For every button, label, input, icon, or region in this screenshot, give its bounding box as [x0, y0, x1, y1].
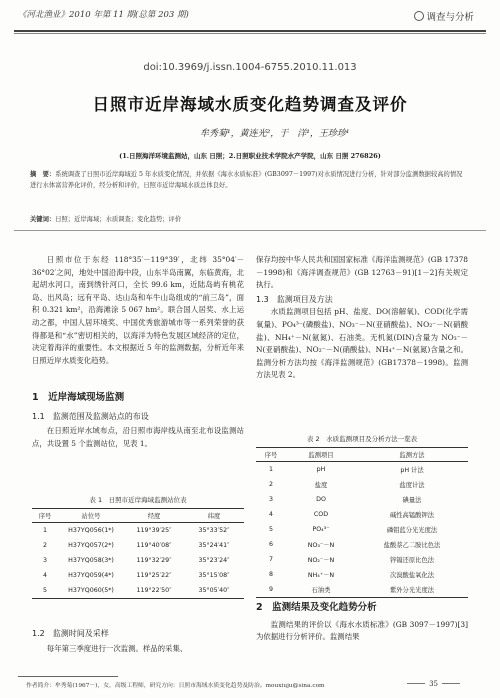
abstract-label: 摘 要：	[30, 171, 56, 178]
table-row	[256, 537, 468, 552]
keywords-label: 关键词：	[30, 216, 56, 223]
table-cell: 119°25′22″	[136, 572, 172, 579]
paper-title: 日照市近岸海域水质变化趋势调查及评价	[92, 95, 408, 114]
table-2-grid	[256, 447, 468, 598]
table-cell: NH₄⁺－N	[307, 572, 335, 579]
header-rule-thin	[14, 33, 486, 34]
table-cell: 碘量法	[402, 497, 422, 504]
table-cell: 盐酸萘乙二胺比色法	[383, 542, 441, 549]
table-cell: 5	[32, 583, 58, 599]
subsection-1-1-text: 在日照近岸水域布点，沿日照市海岸线从南至北布设监测站点，共设置 5 个监测站位，见表 1。	[32, 426, 244, 448]
subsection-1-3-text: 水质监测项目包括 pH、盐度、DO(溶解氧)、COD(化学需氧量)、PO₄³⁻(磷酸盐)、NO₃⁻－N(亚硝酸盐)、NO₂⁻－N(硝酸盐)、NH₄⁺－N(氨氮)、石油类。无机氮(DIN)含量为 NO₃⁻－N(亚硝酸盐)、NO₂⁻－N(硝酸盐)、NH₄⁺－N(氨氮)含量之和。监测分析方法均按《海洋监测规范》(GB17378－1998)。监测方法见表 2。	[256, 307, 468, 380]
table-1-header-row	[32, 509, 244, 523]
section-1-heading: 1 近岸海域现场监测	[32, 392, 125, 403]
author-footnote: 作者简介：牟秀菊(1967－)，女，高级工程师，研究方向：日照市海域水质变化趋势及防治。mouxiuju@sina.com	[26, 683, 325, 689]
table-cell: 3	[268, 496, 273, 503]
footnote-rule	[18, 676, 118, 677]
table-1-header: 纬度	[184, 509, 244, 523]
section-2-heading: 2 监测结果及变化趋势分析	[256, 602, 377, 613]
table-row	[256, 567, 468, 582]
table-cell: COD	[313, 511, 329, 518]
authors: 牟秀菊¹，黄连光²，于 洋¹，王珍珍¹	[200, 129, 350, 139]
affiliation: (1.日照海洋环境监测站，山东 日照；2.日照职业技术学院水产学院，山东 日照 276826)	[119, 152, 381, 160]
table-cell: PO₄³⁻	[312, 526, 330, 533]
table-2	[256, 434, 468, 598]
table-cell: 6	[268, 541, 273, 548]
table-cell: 35°15′08″	[198, 572, 230, 579]
circle-icon	[414, 11, 424, 21]
table-cell: H37YQ058(3*)	[68, 557, 114, 564]
table-row	[32, 568, 244, 583]
table-2-caption: 表 2 水质监测项目及分析方法一览表	[306, 435, 418, 443]
header-rule	[14, 30, 486, 32]
subsection-1-2	[32, 628, 244, 655]
table-row	[256, 477, 468, 492]
subsection-1-1-heading: 1.1 监测范围及监测站点的布设	[32, 411, 149, 421]
table-cell: 35°23′24″	[198, 557, 230, 564]
subsection-1-3-heading: 1.3 监测项目及方法	[256, 294, 333, 304]
column-label: 调查与分析	[426, 12, 474, 23]
table-cell: 磷钼蓝分光光度法	[386, 527, 438, 534]
table-row	[256, 582, 468, 598]
table-row	[256, 552, 468, 567]
section-2	[256, 602, 468, 644]
table-2-header: 监测方法	[356, 448, 468, 462]
table-cell: 35°24′41″	[198, 542, 230, 549]
page-number: 35	[403, 680, 464, 688]
keywords-text: 日照；近岸海域；水质调查；变化趋势；评价	[55, 216, 182, 223]
table-cell: pH 计法	[400, 467, 424, 474]
table-row	[32, 583, 244, 599]
table-1-caption: 表 1 日照市近岸海域监测站位表	[89, 496, 187, 504]
table-row	[32, 538, 244, 553]
table-row	[32, 523, 244, 539]
table-cell: 盐度计法	[399, 482, 425, 489]
table-cell: 紫外分光光度法	[356, 582, 468, 598]
table-cell: 1	[268, 466, 273, 473]
right-column-top	[256, 254, 468, 382]
intro-block	[32, 254, 244, 367]
table-2-header-row	[256, 448, 468, 462]
table-cell: 4	[268, 511, 273, 518]
table-cell: H37YQ060(5*)	[58, 583, 124, 599]
table-cell: 7	[268, 556, 273, 563]
doi: doi:10.3969/j.issn.1004-6755.2010.11.013	[143, 62, 357, 73]
table-cell: 2	[42, 542, 47, 549]
table-cell: NO₂⁻－N	[307, 557, 335, 564]
table-2-header: 序号	[256, 448, 286, 462]
table-cell: 3	[42, 557, 47, 564]
table-cell: H37YQ059(4*)	[68, 572, 114, 579]
table-row	[32, 553, 244, 568]
table-cell: 119°39′25″	[136, 527, 172, 534]
table-row	[256, 507, 468, 522]
table-row	[256, 522, 468, 537]
table-cell: DO	[316, 496, 326, 503]
table-1-header: 经度	[124, 509, 184, 523]
table-cell: H37YQ057(2*)	[68, 542, 114, 549]
table-cell: 2	[268, 481, 273, 488]
keywords	[30, 214, 468, 223]
section-1	[32, 392, 244, 450]
table-cell: NO₃⁻－N	[307, 542, 335, 549]
table-cell: 8	[268, 571, 273, 578]
journal-citation: 《河北渔业》2010 年第 11 期(总第 203 期)	[18, 10, 189, 20]
table-cell: 盐度	[314, 482, 328, 489]
table-cell: 5	[268, 526, 273, 533]
table-cell: 次溴酸盐氧化法	[389, 572, 435, 579]
table-cell: 35°33′52″	[198, 527, 230, 534]
abstract	[30, 169, 468, 192]
table-cell: 1	[42, 527, 47, 534]
table-cell: pH	[316, 466, 326, 473]
subsection-1-2-heading: 1.2 监测时间及采样	[32, 629, 109, 638]
intro-paragraph: 日照市位于东经 118°35′－119°39′，北纬 35°04′－36°02′之间，地处中国沿海中段，山东半岛南翼，东临黄海，北起胡水河口，南到绣针河口，全长 99.6 km，近陆岛屿有桃花岛、出风岛；远有平岛、达山岛和车牛山岛组成的“前三岛”，面积 0.321 km²，沿海滩涂 5 067 hm²。联合国人居奖、水上运动之都，中国人居环境奖、中国优秀旅游城市等一系列荣誉的获得都是和“水”密切相关的，以海洋为特色发展区域经济的定位，决定着海洋的重要性。本文根据近 5 年的监测数据，分析近年来日照近岸水质变化趋势。	[32, 255, 244, 365]
table-cell: 石油类	[286, 582, 356, 598]
table-cell: 119°22′50″	[124, 583, 184, 599]
table-cell: 4	[42, 572, 47, 579]
table-cell: 9	[256, 582, 286, 598]
continuation-text: 保存均按中华人民共和国国家标准《海洋监测规范》(GB 17378－1998)和《海洋调查规范》(GB 12763－91)[1－2]有关规定执行。	[256, 255, 468, 290]
table-cell: 119°32′29″	[136, 557, 172, 564]
table-2-header: 监测项目	[286, 448, 356, 462]
table-row	[256, 462, 468, 478]
subsection-1-2-text: 每年第三季度进行一次监测。样品的采集、	[46, 643, 188, 653]
table-cell: 119°40′08″	[136, 542, 172, 549]
abstract-text: 系统调查了日照市近岸海域近 5 年水质变化情况，并依据《海水水质标准》(GB3097－1997)对水质情况进行分析，针对部分监测数据较高的情况进行水体富营养化评价，经分析和评价，日照市近岸海域水质总体良好。	[30, 171, 463, 190]
table-1-header: 站位号	[58, 509, 124, 523]
table-cell: H37YQ056(1*)	[68, 527, 114, 534]
column-name	[414, 9, 474, 23]
table-1	[32, 495, 244, 599]
section-2-text: 监测结果的评价以《海水水质标准》(GB 3097－1997)[3]为依据进行分析评价。监测结果	[256, 619, 468, 642]
table-row	[256, 492, 468, 507]
table-cell: 35°05′40″	[184, 583, 244, 599]
table-cell: 碱性高锰酸钾法	[389, 512, 435, 519]
table-1-header: 序号	[32, 509, 58, 523]
table-cell: 锌镉还原比色法	[389, 557, 435, 564]
table-1-grid	[32, 508, 244, 599]
abstract-rule	[14, 230, 486, 231]
